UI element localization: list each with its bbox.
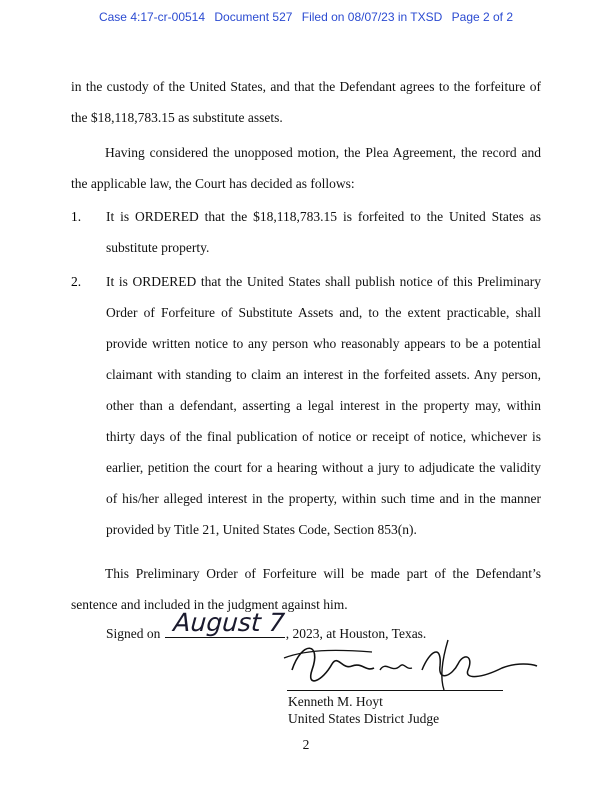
item-number: 1. [71,209,82,224]
signature-line [287,690,503,691]
judge-block [288,693,439,727]
case-number: Case 4:17-cr-00514 [98,10,206,24]
document-number: Document 527 [214,10,293,24]
paragraph-judgment: This Preliminary Order of Forfeiture will be made part of the Defendant’s sentence and included in the judgment against him. [71,566,541,612]
paragraph-considered: Having considered the unopposed motion, the Plea Agreement, the record and the applicable law, the Court has decided as follows: [71,145,541,191]
paragraph-custody: in the custody of the United States, and that the Defendant agrees to the forfeiture of the $18,118,783.15 as substitute assets. [71,79,541,125]
year-location: , 2023, at Houston, Texas. [285,626,427,641]
item-text: It is ORDERED that the $18,118,783.15 is forfeited to the United States as substitute property. [106,209,541,255]
page-count: Page 2 of 2 [451,10,514,24]
item-text: It is ORDERED that the United States shall publish notice of this Preliminary Order of Forfeiture of Substitute Assets and, to the extent practicable, shall provide written notice to any person who reasonably appears to be a potential claimant with standing to claim an interest in the forfeited assets. Any person, other than a defendant, asserting a legal interest in the property may, within thirty days of the final publication of notice or receipt of notice, whichever is earlier, petition the court for a hearing without a jury to adjudicate the validity of his/her alleged interest in the property, within such time and in the manner provided by Title 21, United States Code, Section 853(n). [106,274,541,537]
filed-date: Filed on 08/07/23 in TXSD [301,10,443,24]
handwritten-date-text: August 7 [172,608,286,637]
page-number: 2 [302,737,310,752]
item-number: 2. [71,274,82,289]
judge-name: Kenneth M. Hoyt [288,694,383,709]
ecf-header [0,10,612,24]
signed-on-label: Signed on [106,626,161,641]
judge-title: United States District Judge [288,711,440,726]
